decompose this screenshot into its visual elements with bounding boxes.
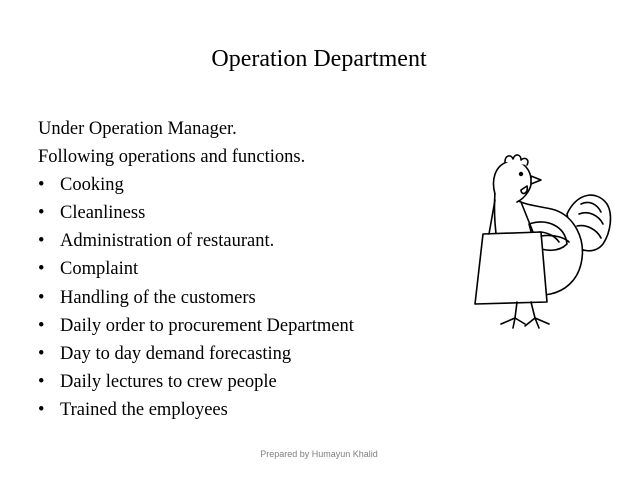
- list-item-text: Complaint: [60, 259, 139, 280]
- bullet-icon: •: [38, 315, 45, 336]
- bullet-icon: •: [38, 343, 45, 364]
- bullet-icon: •: [38, 203, 45, 224]
- list-item-text: Trained the employees: [60, 399, 228, 420]
- list-item: [38, 199, 438, 227]
- list-item-text: Day to day demand forecasting: [60, 343, 292, 364]
- chicken-with-apron-illustration: [455, 152, 615, 332]
- bullet-icon: •: [38, 231, 45, 252]
- bullet-icon: •: [38, 371, 45, 392]
- bullet-icon: •: [38, 287, 45, 308]
- bullet-icon: •: [38, 259, 45, 280]
- list-item: [38, 227, 438, 255]
- list-item-text: Daily order to procurement Department: [60, 315, 354, 336]
- bullet-icon: •: [38, 175, 45, 196]
- list-item-text: Handling of the customers: [60, 287, 256, 308]
- list-item: [38, 284, 438, 312]
- footer-credit: Prepared by Humayun Khalid: [260, 449, 378, 459]
- list-item-text: Administration of restaurant.: [60, 231, 275, 252]
- list-item: [38, 368, 438, 396]
- bullet-icon: •: [38, 399, 45, 420]
- slide-title: Operation Department: [211, 46, 427, 72]
- slide-body: [38, 115, 438, 424]
- list-item: [38, 171, 438, 199]
- list-item-text: Cooking: [60, 175, 124, 196]
- intro-line: Under Operation Manager.: [38, 119, 237, 139]
- intro-line: Following operations and functions.: [38, 147, 306, 168]
- list-item: [38, 255, 438, 283]
- list-item-text: Daily lectures to crew people: [60, 371, 277, 392]
- list-item: [38, 396, 438, 424]
- list-item: [38, 340, 438, 368]
- list-item: [38, 312, 438, 340]
- list-item-text: Cleanliness: [60, 203, 146, 224]
